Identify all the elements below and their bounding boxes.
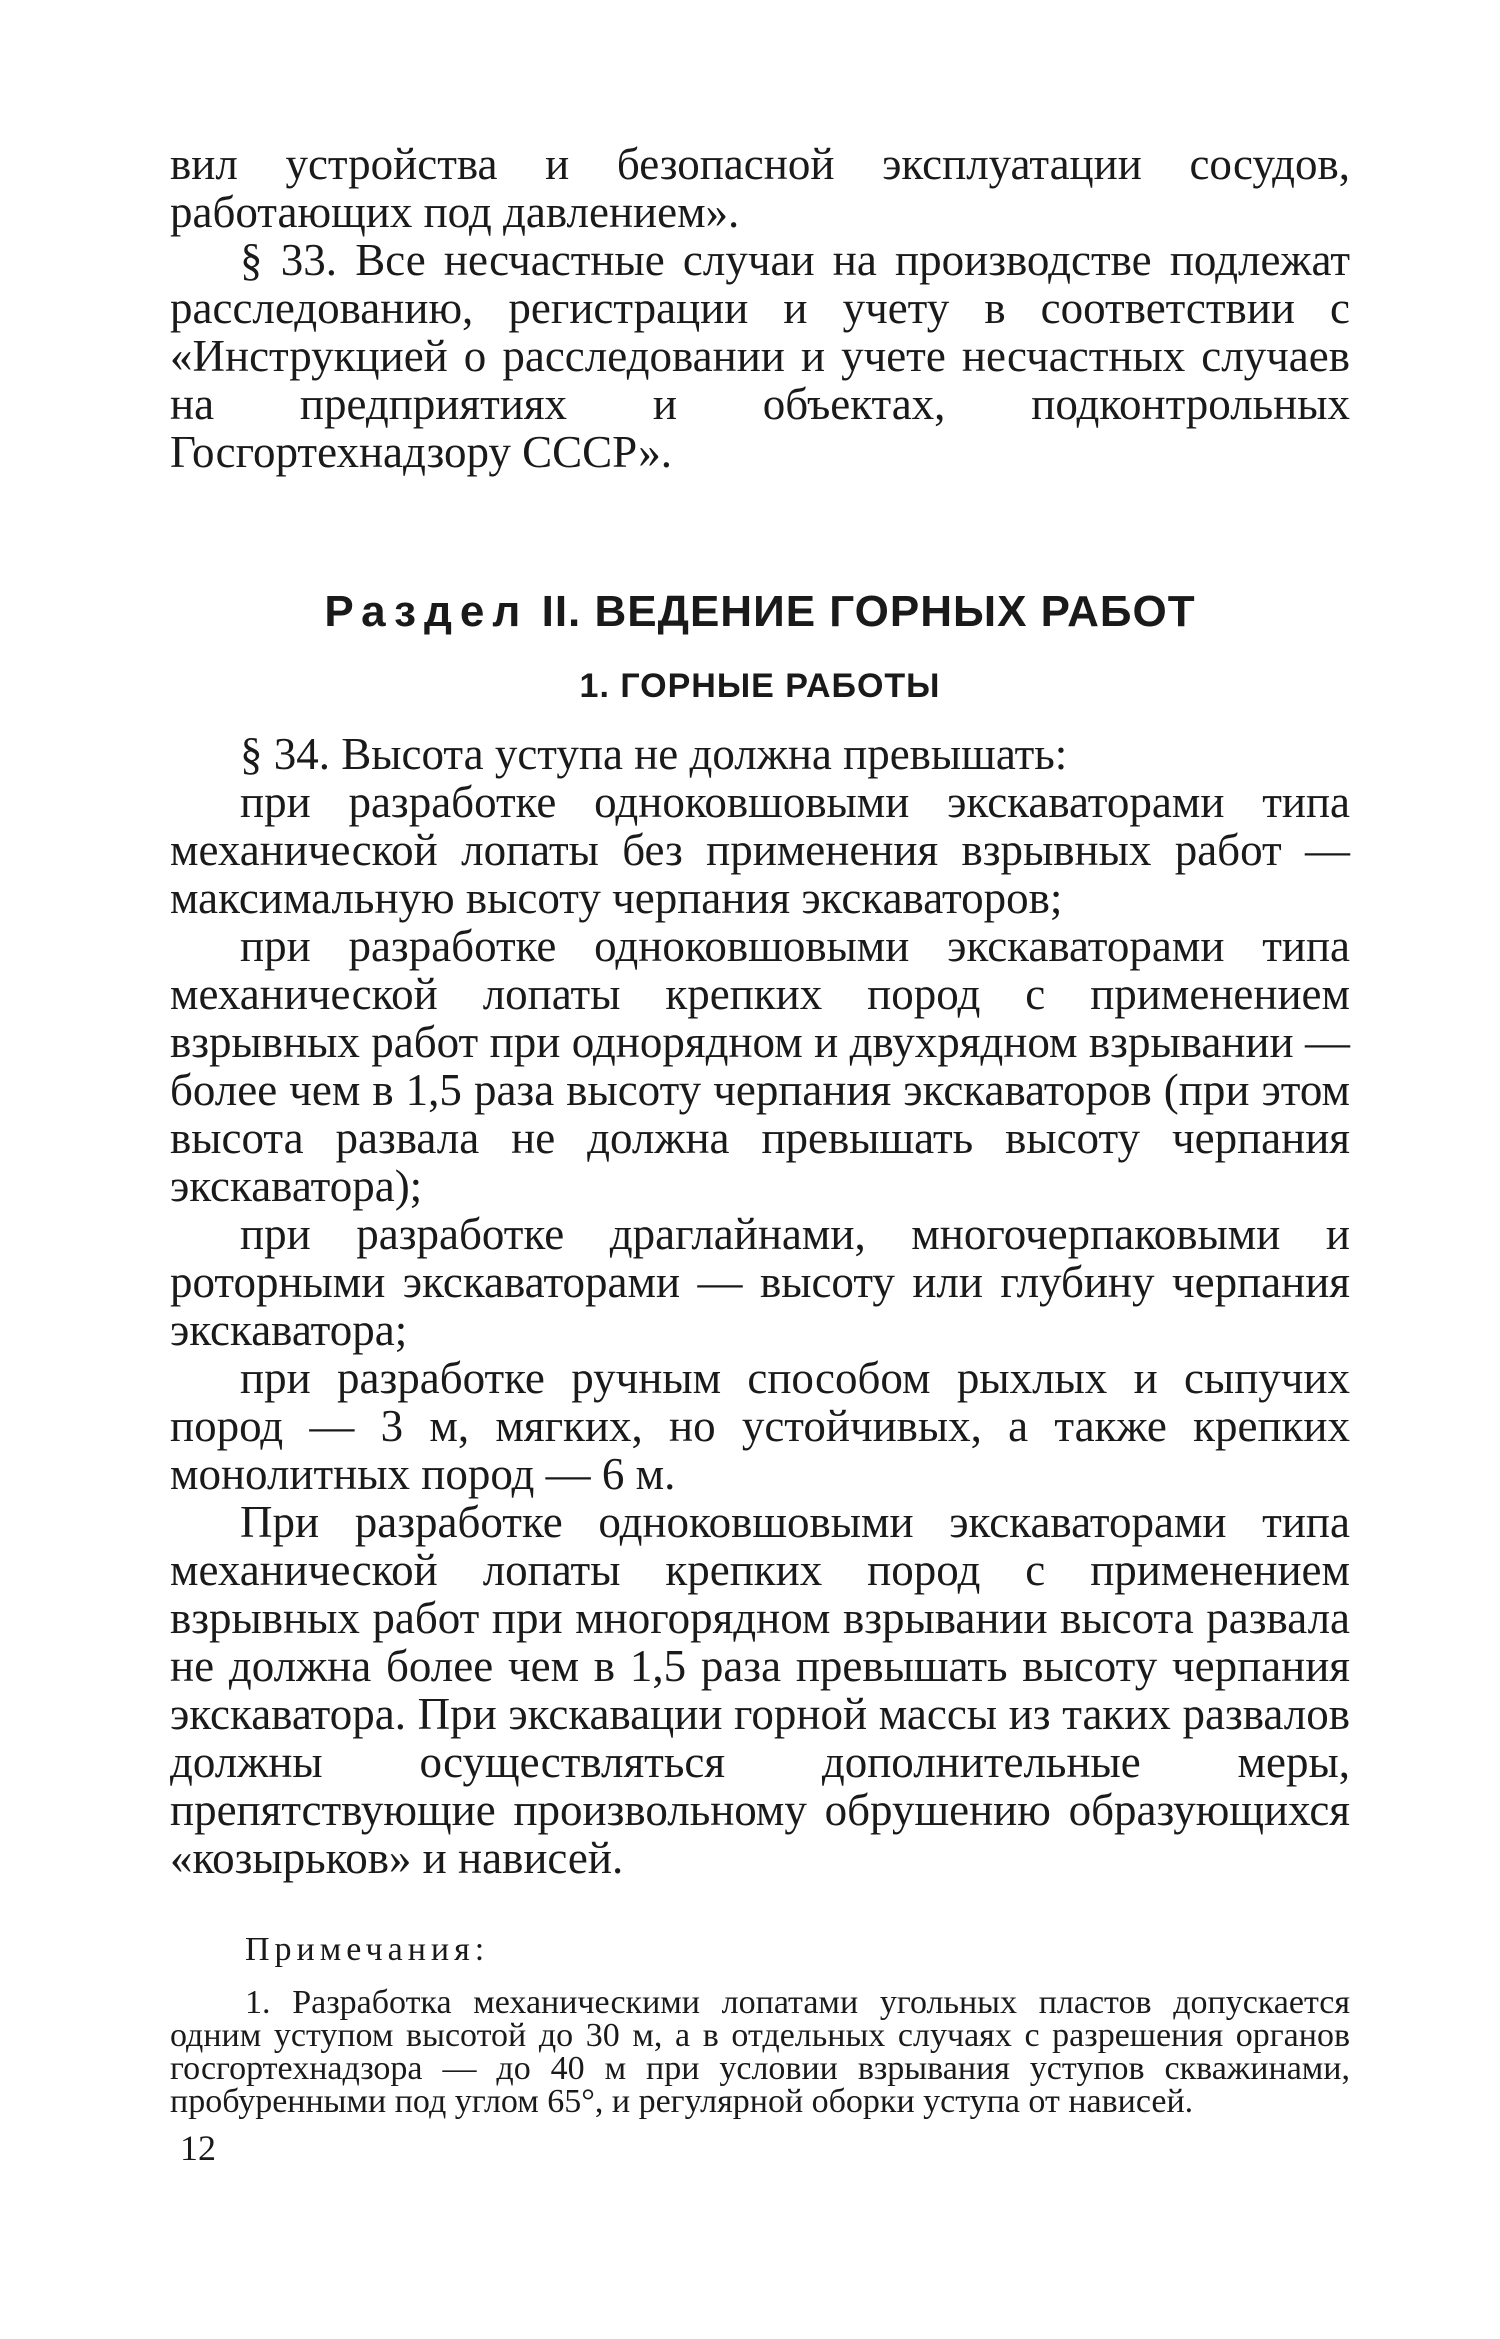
page-content [170, 140, 1350, 2152]
subsection-heading: 1. ГОРНЫЕ РАБОТЫ [579, 667, 941, 705]
paragraph-item: при разработке ручным способом рыхлых и сыпучих пород — 3 м, мягких, но устойчивых, а также крепких монолитных пород — 6 м. [170, 1353, 1350, 1499]
paragraph-item: При разработке одноковшовыми экскаваторами типа механической лопаты крепких пород с применением взрывных работ при многорядном взрывании высота развала не должна более чем в 1,5 раза превышать высоту черпания экскаватора. При экскавации горной массы из таких развалов должны осуществляться дополнительные меры, препятствующие произвольному обрушению образующихся «козырьков» и нависей. [170, 1497, 1350, 1883]
paragraph-continuation: вил устройства и безопасной эксплуатации сосудов, работающих под давлением». [170, 139, 1350, 237]
paragraph-item: при разработке одноковшовыми экскаваторами типа механической лопаты крепких пород с применением взрывных работ при однорядном и двухрядном взрывании — более чем в 1,5 раза высоту черпания экскаваторов (при этом высота развала не должна превышать высоту черпания экскаватора); [170, 921, 1350, 1211]
page-number: 12 [180, 2128, 216, 2168]
note-item: 1. Разработка механическими лопатами угольных пластов допускается одним уступом высотой до 30 м, а в отдельных случаях с разрешения органов госгортехнадзора — до 40 м при условии взрывания уступов скважинами, пробуренными под углом 65°, и регулярной оборки уступа от нависей. [170, 1984, 1350, 2120]
paragraph-34: § 34. Высота уступа не должна превышать: [240, 729, 1068, 779]
paragraph-item: при разработке одноковшовыми экскаваторами типа механической лопаты без применения взрывных работ — максимальную высоту черпания экскаваторов; [170, 777, 1350, 923]
section-prefix: Раздел [324, 587, 529, 636]
notes-title: Примечания: [245, 1931, 490, 1968]
paragraph-33: § 33. Все несчастные случаи на производстве подлежат расследованию, регистрации и учету в соответствии с «Инструкцией о расследовании и учете несчастных случаев на предприятиях и объектах, подконтрольных Госгортехнадзору СССР». [170, 235, 1350, 477]
paragraph-item: при разработке драглайнами, многочерпаковыми и роторными экскаваторами — высоту или глубину черпания экскаватора; [170, 1209, 1350, 1355]
section-title: II. ВЕДЕНИЕ ГОРНЫХ РАБОТ [541, 587, 1196, 636]
section-heading [170, 586, 1350, 638]
